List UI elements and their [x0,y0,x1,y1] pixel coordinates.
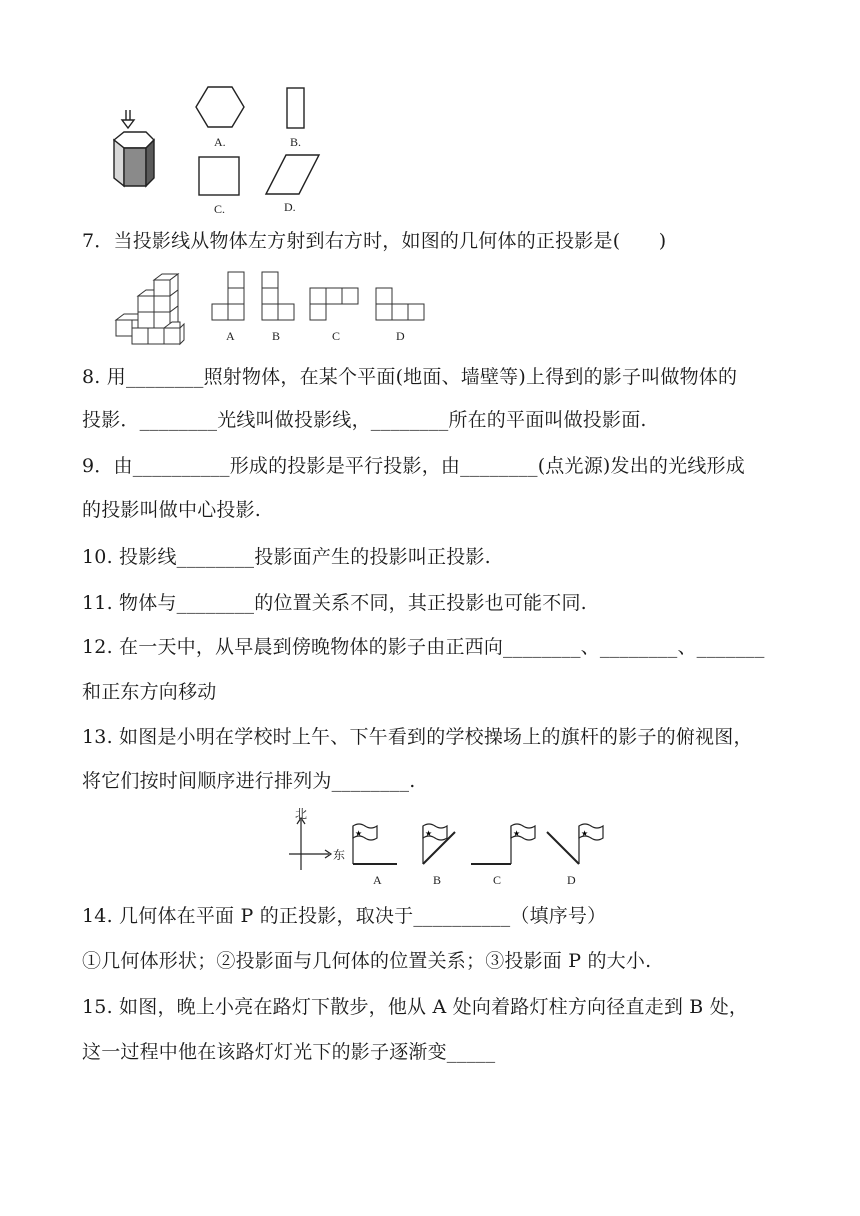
option-b-rectangle [287,88,304,128]
compass-north-label: 北 [295,807,308,821]
star-icon: ★ [355,829,363,838]
question-8-line-2: 投影．________光线叫做投影线，________所在的平面叫做投影面. [82,409,647,431]
option-a-label: A [373,873,382,887]
option-c-view [310,288,358,320]
option-a-hexagon [196,87,244,127]
option-d-label: D. [284,200,296,214]
question-13-line-2: 将它们按时间顺序进行排列为________. [82,770,416,792]
question-15-line-1: 15. 如图，晚上小亮在路灯下散步，他从 A 处向着路灯柱方向径直走到 B 处， [82,996,749,1018]
question-10: 10. 投影线________投影面产生的投影叫正投影. [82,546,491,568]
down-arrow-icon [122,110,134,128]
question-14-line-2: ①几何体形状；②投影面与几何体的位置关系；③投影面 P 的大小. [82,950,652,972]
option-a-label: A. [214,135,226,149]
question-11: 11. 物体与________的位置关系不同，其正投影也可能不同. [82,592,587,614]
question-15-line-2: 这一过程中他在该路灯灯光下的影子逐渐变_____ [82,1041,496,1063]
question-13-line-1: 13. 如图是小明在学校时上午、下午看到的学校操场上的旗杆的影子的俯视图， [82,726,753,748]
option-c-label: C [332,329,341,343]
question-9-line-1: 9．由__________形成的投影是平行投影，由________(点光源)发出的光线形成 [82,455,745,477]
option-c-label: C [493,873,502,887]
option-b-label: B [272,329,281,343]
flag-d [547,824,603,864]
question-7: 7．当投影线从物体左方射到右方时，如图的几何体的正投影是( ) [82,230,667,252]
hexagonal-prism [114,132,154,186]
option-c-square [199,157,239,195]
question-12-line-2: 和正东方向移动 [82,681,217,703]
option-b-view [262,272,294,320]
option-a-view [212,272,244,320]
option-c-label: C. [214,202,226,216]
question-6-figure [100,80,340,220]
star-icon: ★ [581,829,589,838]
stacked-cubes [116,274,184,344]
question-9-line-2: 的投影叫做中心投影. [82,499,262,521]
option-d-label: D [567,873,576,887]
option-d-view [376,288,424,320]
option-b-label: B [433,873,442,887]
option-d-label: D [396,329,405,343]
compass-east-label: 东 [333,848,346,862]
question-12-line-1: 12. 在一天中，从早晨到傍晚物体的影子由正西向________、________、_______ [82,636,765,658]
option-a-label: A [226,329,235,343]
star-icon: ★ [513,829,521,838]
question-13-figure [285,806,605,890]
question-14-line-1: 14. 几何体在平面 P 的正投影，取决于__________（填序号） [82,905,607,927]
option-b-label: B. [290,135,302,149]
question-8-line-1: 8. 用________照射物体，在某个平面(地面、墙壁等)上得到的影子叫做物体的 [82,366,738,388]
star-icon: ★ [425,829,433,838]
option-d-parallelogram [266,155,319,194]
flag-c [471,824,535,864]
compass [289,818,331,870]
question-7-figure [110,272,440,348]
